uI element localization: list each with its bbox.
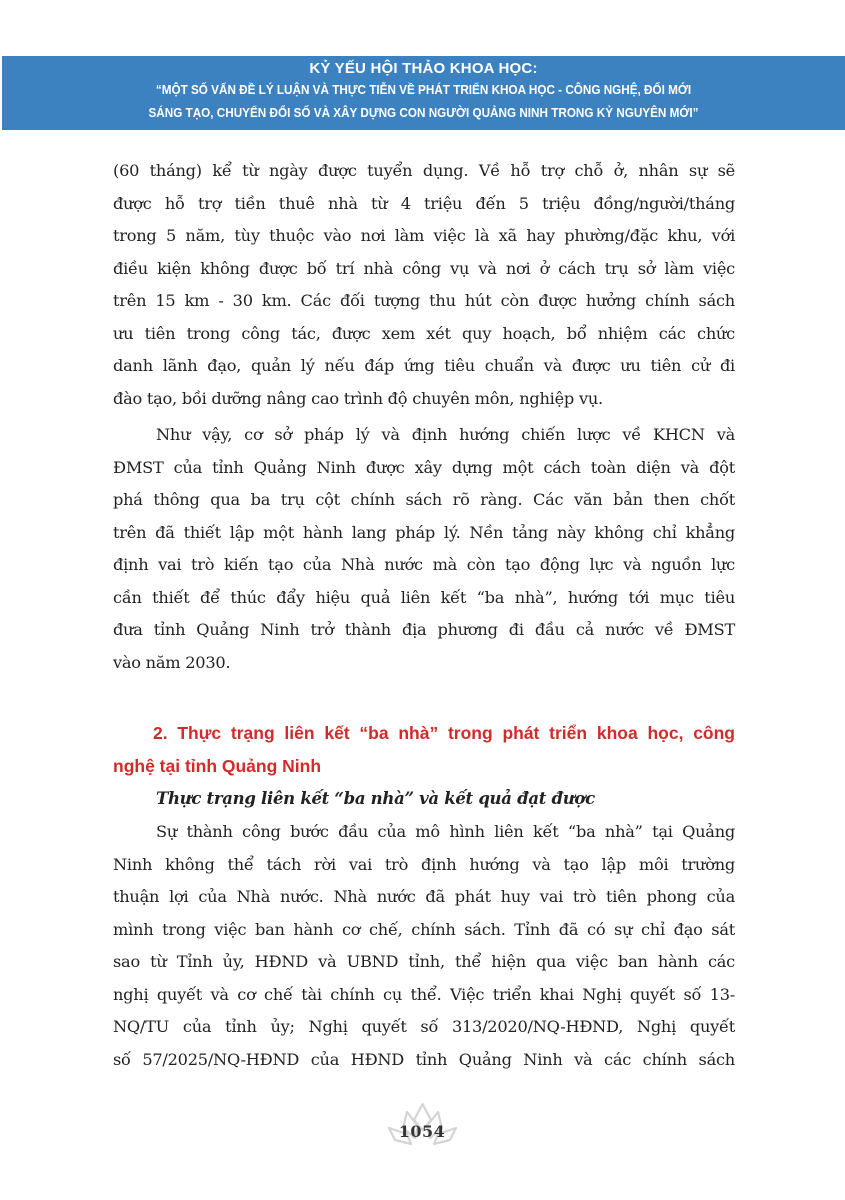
subheading: Thực trạng liên kết “ba nhà” và kết quả đạt được [156, 789, 595, 808]
text-line: nghị quyết và cơ chế tài chính cụ thể. Việc triển khai Nghị quyết số 13- [113, 984, 735, 1004]
text-line: số 57/2025/NQ-HĐND của HĐND tỉnh Quảng Ninh và các chính sách [113, 1049, 735, 1069]
text-line: danh lãnh đạo, quản lý nếu đáp ứng tiêu chuẩn và được ưu tiên cử đi [113, 356, 735, 375]
text-line: Sự thành công bước đầu của mô hình liên kết “ba nhà” tại Quảng [156, 822, 735, 841]
section-heading-line-1: 2. Thực trạng liên kết “ba nhà” trong phát triển khoa học, công [153, 723, 735, 743]
text-line: trong 5 năm, tùy thuộc vào nơi làm việc là xã hay phường/đặc khu, với [113, 226, 735, 245]
text-line: (60 tháng) kể từ ngày được tuyển dụng. Về hỗ trợ chỗ ở, nhân sự sẽ [113, 161, 735, 180]
text-line: ưu tiên trong công tác, được xem xét quy hoạch, bổ nhiệm các chức [113, 323, 735, 343]
text-line: Như vậy, cơ sở pháp lý và định hướng chiến lược về KHCN và [156, 425, 735, 444]
text-line: ĐMST của tỉnh Quảng Ninh được xây dựng một cách toàn diện và đột [113, 457, 735, 477]
header-subtitle-line-1: “MỘT SỐ VẤN ĐỀ LÝ LUẬN VÀ THỰC TIỄN VỀ PHÁT TRIỂN KHOA HỌC - CÔNG NGHỆ, ĐỔI MỚI [155, 83, 692, 97]
text-line: trên đã thiết lập một hành lang pháp lý. Nền tảng này không chỉ khẳng [113, 522, 735, 542]
text-line: Ninh không thể tách rời vai trò định hướng và tạo lập môi trường [113, 854, 735, 874]
text-line: định vai trò kiến tạo của Nhà nước mà còn tạo động lực và nguồn lực [113, 555, 735, 574]
header-title: KỶ YẾU HỘI THẢO KHOA HỌC: [309, 60, 538, 77]
text-line: NQ/TU của tỉnh ủy; Nghị quyết số 313/2020/NQ-HĐND, Nghị quyết [113, 1017, 735, 1036]
text-line: cần thiết để thúc đẩy hiệu quả liên kết “ba nhà”, hướng tới mục tiêu [113, 587, 735, 607]
header-subtitle-line-2: SÁNG TẠO, CHUYỂN ĐỔI SỐ VÀ XÂY DỰNG CON NGƯỜI QUẢNG NINH TRONG KỶ NGUYÊN MỚI” [148, 106, 699, 120]
section-heading-line-2: nghệ tại tỉnh Quảng Ninh [113, 756, 322, 776]
text-line: phá thông qua ba trụ cột chính sách rõ ràng. Các văn bản then chốt [113, 490, 735, 509]
text-line: đào tạo, bồi dưỡng nâng cao trình độ chuyên môn, nghiệp vụ. [113, 388, 603, 408]
text-line: vào năm 2030. [113, 652, 231, 672]
text-line: sao từ Tỉnh ủy, HĐND và UBND tỉnh, thể hiện qua việc ban hành các [113, 952, 735, 971]
page-number: 1054 [398, 1122, 446, 1141]
text-line: đưa tỉnh Quảng Ninh trở thành địa phương đi đầu cả nước về ĐMST [113, 620, 735, 639]
text-line: mình trong việc ban hành cơ chế, chính sách. Tỉnh đã có sự chỉ đạo sát [113, 919, 735, 939]
text-line: điều kiện không được bố trí nhà công vụ và nơi ở cách trụ sở làm việc [113, 258, 735, 278]
text-line: được hỗ trợ tiền thuê nhà từ 4 triệu đến 5 triệu đồng/người/tháng [113, 193, 735, 213]
header-banner [2, 56, 845, 130]
text-line: trên 15 km - 30 km. Các đối tượng thu hút còn được hưởng chính sách [113, 291, 735, 310]
text-line: thuận lợi của Nhà nước. Nhà nước đã phát huy vai trò tiên phong của [113, 887, 735, 906]
